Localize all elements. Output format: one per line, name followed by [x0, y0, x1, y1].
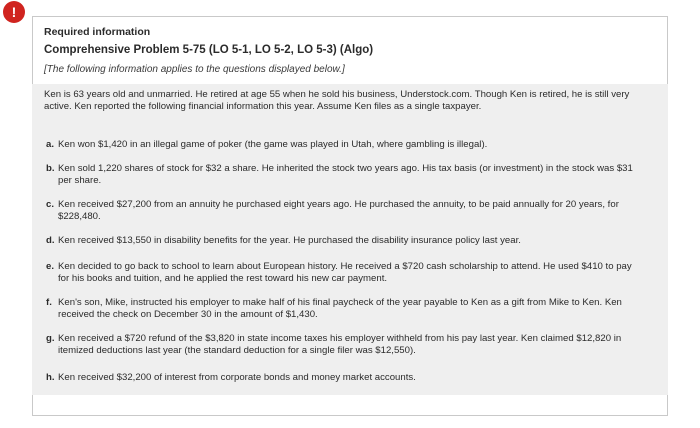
- item-letter: b.: [46, 163, 55, 174]
- item-letter: c.: [46, 199, 55, 210]
- list-item-d: [44, 235, 634, 247]
- list-item-g: [44, 333, 634, 356]
- item-text: Ken sold 1,220 shares of stock for $32 a share. He inherited the stock two years ago. His tax basis (or investment) in the stock was $31 per share.: [58, 163, 633, 186]
- list-item-f: [44, 297, 634, 320]
- item-text: Ken decided to go back to school to learn about European history. He received a $720 cash scholarship to attend. He used $410 to pay for his books and tuition, and he applied the rest toward his new car payment.: [58, 261, 632, 284]
- item-letter: e.: [46, 261, 55, 272]
- problem-title: Comprehensive Problem 5-75 (LO 5-1, LO 5-2, LO 5-3) (Algo): [44, 44, 374, 56]
- intro-paragraph: Ken is 63 years old and unmarried. He retired at age 55 when he sold his business, Understock.com. Though Ken is retired, he is still very active. Ken reported the following financial information this year. Assume Ken files as a single taxpayer.: [44, 89, 630, 112]
- item-text: Ken's son, Mike, instructed his employer to make half of his final paycheck of the year payable to Ken as a gift from Mike to Ken. Ken received the check on December 30 in the amount of $1,430.: [58, 297, 622, 320]
- list-item-b: [44, 163, 634, 186]
- instruction-note: [The following information applies to the questions displayed below.]: [44, 64, 345, 75]
- item-letter: f.: [46, 297, 52, 308]
- alert-icon: [3, 1, 25, 23]
- list-item-c: [44, 199, 634, 222]
- item-letter: d.: [46, 235, 55, 246]
- item-text: Ken won $1,420 in an illegal game of poker (the game was played in Utah, where gambling is illegal).: [58, 139, 488, 150]
- alert-glyph: !: [11, 4, 17, 20]
- item-letter: h.: [46, 372, 55, 383]
- list-item-e: [44, 261, 634, 284]
- item-text: Ken received $27,200 from an annuity he purchased eight years ago. He purchased the annuity, to be paid annually for 20 years, for $228,480.: [58, 199, 619, 222]
- item-text: Ken received $13,550 in disability benefits for the year. He purchased the disability insurance policy last year.: [58, 235, 521, 246]
- list-item-h: [44, 372, 634, 384]
- item-letter: a.: [46, 139, 55, 150]
- item-text: Ken received a $720 refund of the $3,820 in state income taxes his employer withheld from his pay last year. Ken claimed $12,820 in itemized deductions last year (the standard deduction for a single filer was $12,550).: [58, 333, 622, 356]
- item-letter: g.: [46, 333, 55, 344]
- required-information-label: Required information: [44, 26, 151, 38]
- item-text: Ken received $32,200 of interest from corporate bonds and money market accounts.: [58, 372, 416, 383]
- list-item-a: [44, 139, 634, 151]
